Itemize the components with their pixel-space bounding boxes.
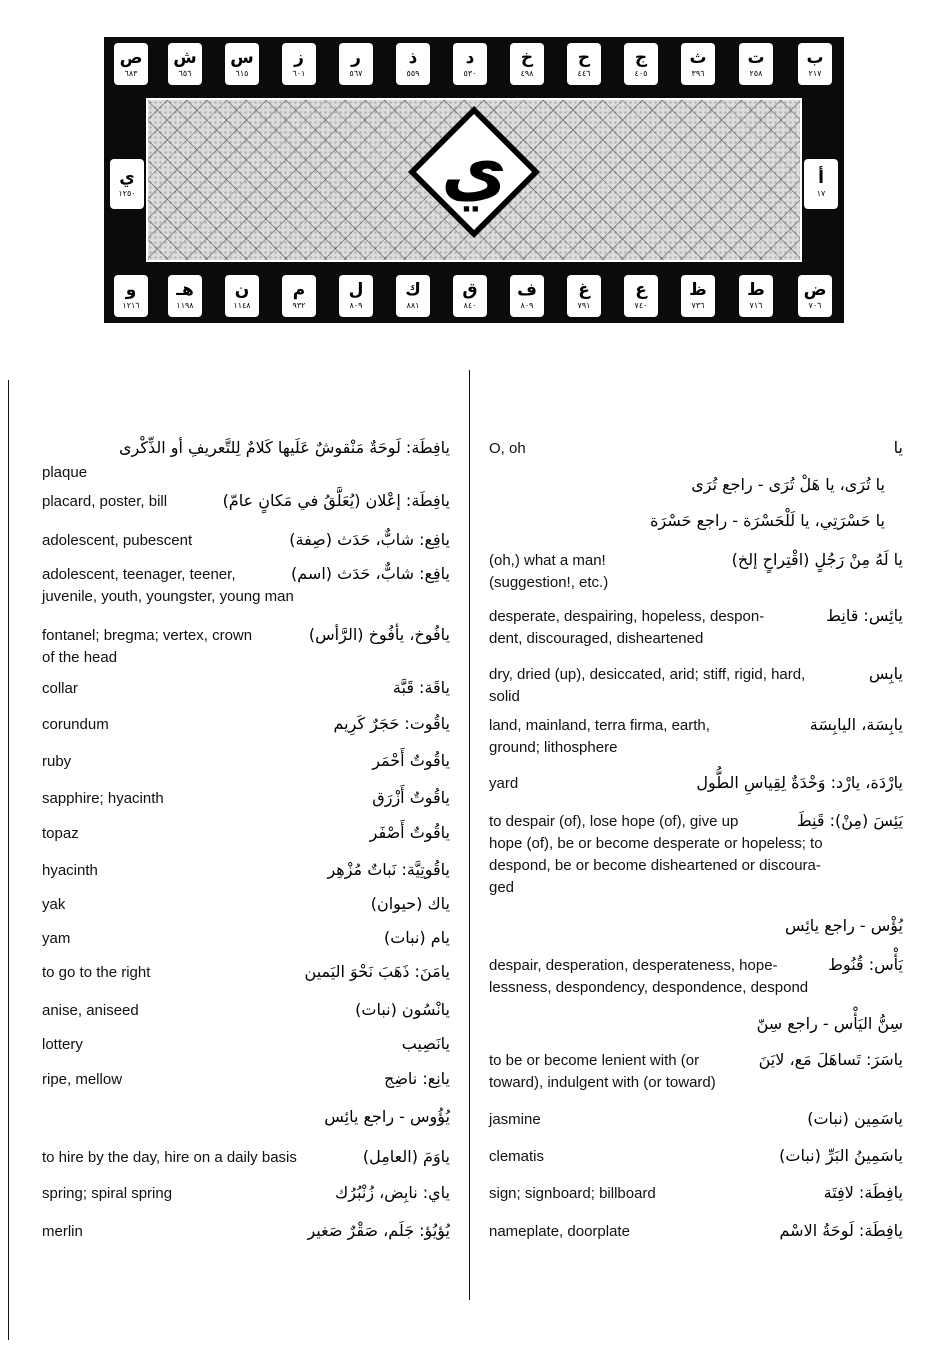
tab-page: ٣٩٦ (691, 69, 705, 78)
letter-tab-ya[interactable] (110, 159, 144, 209)
entry-arabic: يافُوخ، يأفُوخ (الرَّأس) (308, 625, 450, 644)
entry-continuation: (suggestion!, etc.) (489, 574, 609, 591)
entry-english: sign; signboard; billboard (489, 1185, 656, 1202)
entry-arabic: ياسَمِينُ البَرِّ (نبات) (779, 1146, 903, 1165)
entry-arabic: يَأْس: قُنُوط (828, 955, 903, 974)
entry-english: to go to the right (42, 964, 151, 981)
tab-page: ٢١٧ (808, 69, 822, 78)
dictionary-entry (42, 963, 450, 987)
entry-arabic: يارْدَة، يارْد: وَحْدَةٌ لِقِياسِ الطُّول (696, 773, 903, 792)
dictionary-entry (489, 550, 903, 591)
entry-english: adolescent, teenager, teener, (42, 566, 236, 583)
entry-continuation: dent, discouraged, disheartened (489, 630, 704, 647)
tab-page: ٦٠١ (292, 69, 306, 78)
entry-arabic: ياقُوتِيَّة: نَباتٌ مُزْهِر (327, 860, 450, 879)
tab-letter: ص (119, 48, 143, 68)
entry-english: nameplate, doorplate (489, 1223, 630, 1240)
dictionary-entry (42, 625, 450, 666)
dictionary-entry (489, 917, 903, 941)
letter-tab[interactable] (798, 43, 832, 85)
dictionary-entry (42, 1148, 450, 1172)
entry-arabic: يانْسُون (نبات) (355, 1000, 450, 1019)
tab-letter: ب (806, 48, 824, 68)
entry-arabic: يافِع: شابٌّ، حَدَث (صِفة) (289, 530, 450, 549)
dictionary-entry (42, 1108, 450, 1132)
entry-arabic: يافِطَة: إعْلان (يُعَلَّقُ في مَكانٍ عامّ) (222, 491, 450, 510)
dictionary-entry (42, 1222, 450, 1246)
entry-ya (489, 439, 903, 463)
letter-tab[interactable] (510, 275, 544, 317)
entry-arabic: ياسَمِين (نبات) (807, 1109, 903, 1128)
tab-letter: خ (520, 48, 534, 68)
letter-tab[interactable] (624, 275, 658, 317)
entry-arabic: يابِس (868, 664, 903, 683)
entry-english: jasmine (489, 1111, 541, 1128)
tab-page: ٦١٥ (235, 69, 249, 78)
tab-letter: ل (348, 280, 364, 300)
entry-english: dry, dried (up), desiccated, arid; stiff, rigid, hard, (489, 666, 806, 683)
tab-page: ١١٤٨ (233, 301, 251, 310)
tab-letter: ع (635, 280, 647, 300)
letter-tab[interactable] (739, 43, 773, 85)
entry-english: to hire by the day, hire on a daily basis (42, 1149, 297, 1166)
entry-arabic: يَئِسَ (مِنْ): قَنِطَ (796, 811, 903, 830)
entry-continuation: plaque (42, 464, 88, 481)
dictionary-entry (42, 861, 450, 885)
dictionary-entry (489, 1110, 903, 1134)
entry-arabic: يانِع: ناضِج (383, 1069, 450, 1088)
entry-english: to despair (of), lose hope (of), give up (489, 813, 739, 830)
letter-tab[interactable] (225, 275, 259, 317)
tab-letter: ق (462, 280, 478, 300)
entry-arabic: يافِطَة: لَوحَةُ الاسْم (779, 1221, 903, 1240)
tab-letter: ي (119, 168, 135, 188)
tab-letter: ظ (689, 280, 707, 300)
ya-line: يا تُرَى، يا هَلْ تُرَى - راجع تُرَى (691, 475, 885, 494)
tab-page: ٧٣٦ (691, 301, 705, 310)
dictionary-entry (42, 492, 450, 516)
entry-english: clematis (489, 1148, 545, 1165)
entry-arabic: ياك (حيوان) (370, 894, 450, 913)
letter-tab[interactable] (282, 275, 316, 317)
entry-continuation: hope (of), be or become desperate or hopeless; to (489, 835, 823, 852)
dictionary-entry (42, 531, 450, 555)
entry-continuation: lessness, despondency, despondence, despond (489, 979, 809, 996)
entry-arabic: يافِطَة: لَوحَةٌ مَنْقوشٌ عَلَيها كَلامٌ لِلتَّعريفِ أو الذِّكْرى (119, 438, 450, 457)
entry-arabic: يُؤيُؤ: جَلَم، صَقْرٌ صَغير (307, 1221, 450, 1240)
tab-page: ٧٤٠ (634, 301, 648, 310)
tab-letter: ض (803, 280, 827, 300)
dictionary-entry (42, 564, 450, 605)
tab-page: ٤٩٨ (520, 69, 534, 78)
letter-tab[interactable] (168, 275, 202, 317)
dictionary-entry (42, 789, 450, 813)
letter-tab[interactable] (453, 275, 487, 317)
entry-arabic: ياقُوت: حَجَرٌ كَرِيم (333, 714, 450, 733)
entry-arabic: ياقَة: قَبَّة (392, 678, 450, 697)
dictionary-entry (489, 1050, 903, 1091)
tab-page: ٨٠٩ (520, 301, 534, 310)
entry-english: merlin (42, 1223, 83, 1240)
entry-english: (oh,) what a man! (489, 552, 606, 569)
dictionary-entry (489, 664, 903, 705)
tab-page: ٦٥٦ (178, 69, 192, 78)
entry-arabic: ياقُوتٌ أَزْرَق (372, 788, 450, 807)
letter-index-banner (104, 37, 844, 323)
entry-continuation: ground; lithosphere (489, 739, 618, 756)
tab-page: ٧٩١ (577, 301, 591, 310)
tab-page: ١١٩٨ (176, 301, 194, 310)
entry-arabic: ياسَرَ: تَساهَلَ مَع، لايَنَ (758, 1050, 903, 1069)
entry-english: lottery (42, 1036, 83, 1053)
entry-arabic: يامَنَ: ذَهَبَ نَحْوَ اليَمين (304, 962, 450, 981)
entry-english: placard, poster, bill (42, 493, 168, 510)
entry-english: anise, aniseed (42, 1002, 139, 1019)
letter-tab[interactable] (396, 275, 430, 317)
entry-continuation: of the head (42, 649, 118, 666)
entry-arabic: يافِع: شابٌّ، حَدَث (اسم) (291, 564, 450, 583)
tab-letter: د (465, 48, 475, 68)
entry-english: to be or become lenient with (or (489, 1052, 700, 1069)
entry-continuation: despond, be or become disheartened or discoura- (489, 857, 821, 874)
dictionary-entry (42, 1184, 450, 1208)
tab-page: ٥٣٠ (463, 69, 477, 78)
letter-tab[interactable] (339, 43, 373, 85)
tab-letter: غ (578, 280, 590, 300)
letter-tab[interactable] (114, 275, 148, 317)
tab-page: ٧٠٦ (808, 301, 822, 310)
dictionary-entry (42, 1001, 450, 1025)
dictionary-entry (489, 715, 903, 756)
tab-letter: ذ (408, 48, 418, 68)
dictionary-entry (42, 437, 450, 481)
entry-arabic: ياقُوتٌ أَحْمَر (372, 751, 450, 770)
entry-arabic: يانَصِيب (401, 1034, 450, 1053)
entry-english: topaz (42, 825, 79, 842)
letter-tab[interactable] (453, 43, 487, 85)
dictionary-entry (42, 752, 450, 776)
entry-arabic: يا (893, 438, 903, 457)
letter-tab[interactable] (567, 275, 601, 317)
entry-arabic: يُؤْس - راجع يائِس (784, 916, 903, 935)
letter-tab[interactable] (168, 43, 202, 85)
tab-letter: س (230, 48, 254, 68)
tab-letter: أ (818, 168, 824, 188)
dictionary-entry (489, 1147, 903, 1171)
dictionary-entry (42, 1070, 450, 1094)
tab-letter: ط (747, 280, 765, 300)
entry-english: O, oh (489, 440, 526, 457)
letter-tab[interactable] (681, 275, 715, 317)
letter-tab[interactable] (339, 275, 373, 317)
entry-arabic: سِنُّ اليَأْس - راجع سِنّ (756, 1014, 903, 1033)
dictionary-entry (489, 1222, 903, 1246)
tab-letter: ح (577, 48, 591, 68)
entry-english: fontanel; bregma; vertex, crown (42, 627, 253, 644)
letter-tab-alif[interactable] (804, 159, 838, 209)
letter-tab[interactable] (624, 43, 658, 85)
entry-english: ripe, mellow (42, 1071, 123, 1088)
current-letter: ي (441, 127, 507, 211)
tab-letter: ر (351, 48, 361, 68)
dictionary-entry (42, 929, 450, 953)
tab-page: ٧١٦ (749, 301, 763, 310)
tab-letter: ش (173, 48, 197, 68)
tab-letter: ج (634, 48, 648, 68)
tab-letter: ف (517, 280, 537, 300)
entry-arabic: يابِسَة، اليابِسَة (809, 715, 903, 734)
letter-tab[interactable] (739, 275, 773, 317)
dictionary-entry (489, 811, 903, 896)
dictionary-entry (489, 955, 903, 996)
letter-tab[interactable] (225, 43, 259, 85)
entry-arabic: يافِطَة: لافِتَة (823, 1183, 903, 1202)
tab-page: ١٢١٦ (122, 301, 140, 310)
entry-english: sapphire; hyacinth (42, 790, 164, 807)
letter-tab[interactable] (396, 43, 430, 85)
dictionary-entry (42, 824, 450, 848)
entry-english: yam (42, 930, 71, 947)
entry-english: ruby (42, 753, 72, 770)
dictionary-entry (489, 1184, 903, 1208)
tab-letter: م (292, 280, 306, 300)
entry-english: yard (489, 775, 519, 792)
tab-letter: ت (747, 48, 765, 68)
tab-page: ٥٥٩ (406, 69, 420, 78)
entry-english: collar (42, 680, 78, 697)
tab-page: ٦٨٣ (124, 69, 138, 78)
entry-english: desperate, despairing, hopeless, despon- (489, 608, 765, 625)
tab-letter: هـ (176, 280, 194, 300)
tab-page: ١٢٥٠ (118, 189, 136, 198)
tab-page: ٥٦٧ (349, 69, 363, 78)
dictionary-entry (489, 774, 903, 798)
entry-english: spring; spiral spring (42, 1185, 173, 1202)
tab-letter: ن (234, 280, 250, 300)
entry-english: land, mainland, terra firma, earth, (489, 717, 710, 734)
tab-page: ٢٥٨ (749, 69, 763, 78)
letter-tab[interactable] (798, 275, 832, 317)
tab-letter: و (125, 280, 137, 300)
dictionary-entry (42, 1035, 450, 1059)
dictionary-entry (489, 1015, 903, 1039)
tab-letter: ز (294, 48, 304, 68)
column-divider (469, 370, 470, 1300)
dictionary-entry (42, 679, 450, 703)
dictionary-entry (489, 606, 903, 647)
entry-continuation: juvenile, youth, youngster, young man (42, 588, 294, 605)
entry-continuation: ged (489, 879, 515, 896)
tab-page: ٤٠٥ (634, 69, 648, 78)
letter-tab[interactable] (681, 43, 715, 85)
ya-line: يا حَسْرَتِي، يا لَلْحَسْرَة - راجع حَسْرَة (650, 511, 885, 530)
tab-page: ٩٣٢ (292, 301, 306, 310)
entry-arabic: ياي: نابِض، زُنْبُرُك (335, 1183, 450, 1202)
tab-letter: ك (405, 280, 421, 300)
letter-tab[interactable] (282, 43, 316, 85)
tab-page: ١٧ (816, 189, 826, 198)
entry-arabic: يُؤُوس - راجع يائِس (324, 1107, 450, 1126)
entry-arabic: يام (نبات) (383, 928, 450, 947)
entry-continuation: solid (489, 688, 520, 705)
entry-arabic: يائِس: قانِط (826, 606, 903, 625)
tab-page: ٨٤٠ (463, 301, 477, 310)
entry-continuation: toward), indulgent with (or toward) (489, 1074, 716, 1091)
entry-english: despair, desperation, desperateness, hope- (489, 957, 778, 974)
entry-arabic: ياوَمَ (العامِل) (362, 1147, 450, 1166)
dictionary-entry (42, 895, 450, 919)
entry-arabic: يا لَهُ مِنْ رَجُلٍ (اقْتِراحٍ إلخ) (731, 550, 903, 569)
left-margin-rule (8, 380, 9, 1340)
letter-tab[interactable] (567, 43, 601, 85)
entry-english: adolescent, pubescent (42, 532, 193, 549)
entry-arabic: ياقُوتٌ أَصْفَر (369, 823, 450, 842)
tab-page: ٨٨١ (406, 301, 420, 310)
tab-page: ٨٠٩ (349, 301, 363, 310)
entry-english: yak (42, 896, 66, 913)
entry-english: corundum (42, 716, 109, 733)
letter-tab[interactable] (510, 43, 544, 85)
tab-page: ٤٤٦ (577, 69, 591, 78)
letter-tab[interactable] (114, 43, 148, 85)
tab-letter: ث (689, 48, 707, 68)
dictionary-entry (42, 715, 450, 739)
entry-english: hyacinth (42, 862, 98, 879)
